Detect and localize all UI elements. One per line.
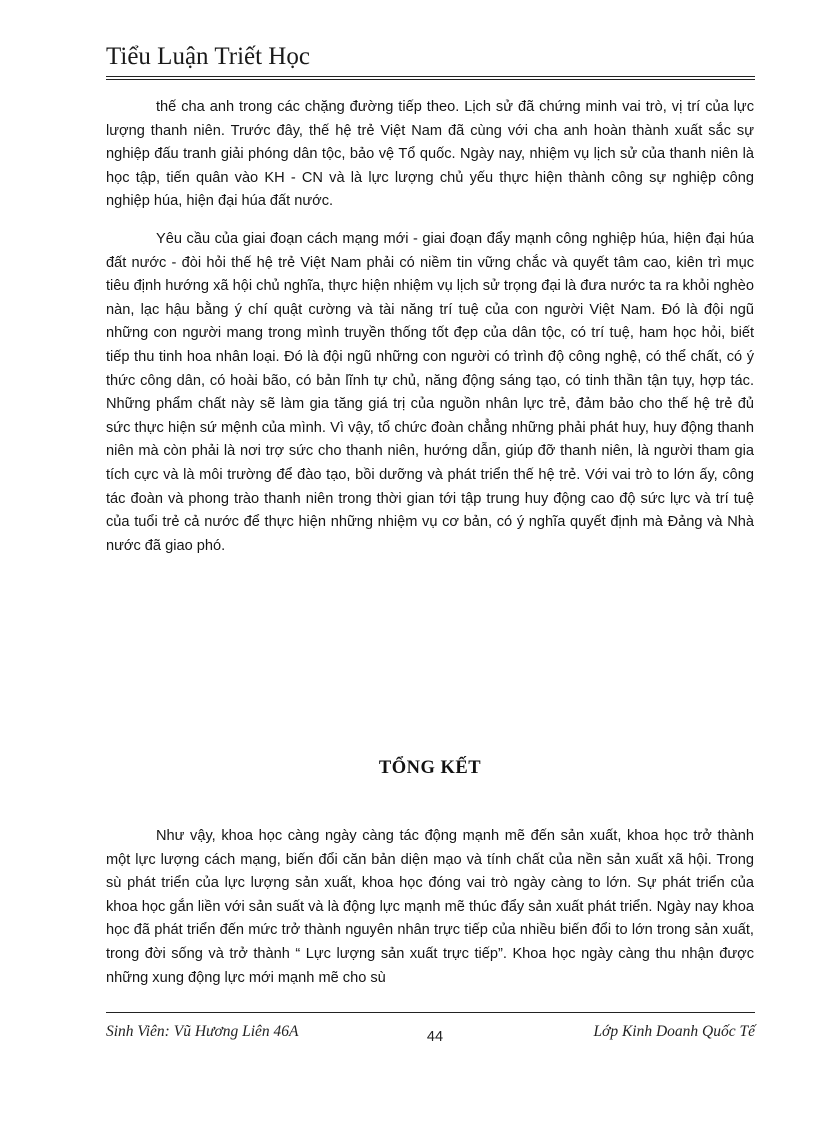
footer-class-name: Lớp Kinh Doanh Quốc Tế: [593, 1023, 755, 1040]
text-block-3: [106, 825, 754, 990]
header-divider-bottom: [106, 79, 755, 80]
text-block-2: [106, 228, 754, 558]
header-divider-top: [106, 76, 755, 77]
page-header-title: Tiểu Luận Triết Học: [106, 43, 310, 70]
section-heading-summary: TỔNG KẾT: [378, 758, 482, 778]
paragraph-youth-history: thế cha anh trong các chặng đường tiếp theo. Lịch sử đã chứng minh vai trò, vị trí của lực lượng thanh niên. Trước đây, thế hệ trẻ Việt Nam đã cùng với cha anh hoàn thành xuất sắc sự nghiệp đấu tranh giải phóng dân tộc, bảo vệ Tổ quốc. Ngày nay, nhiệm vụ lịch sử của thanh niên là học tập, tiến quân vào KH - CN và là lực lượng chủ yếu thực hiện thành công sự nghiệp công nghiệp húa, hiện đại húa đất nước.: [106, 99, 754, 210]
footer-student-name: Sinh Viên: Vũ Hương Liên 46A: [106, 1023, 299, 1040]
footer-divider: [106, 1012, 755, 1013]
paragraph-summary: Như vậy, khoa học càng ngày càng tác động mạnh mẽ đến sản xuất, khoa học trở thành một lực lượng cách mạng, biến đổi căn bản diện mạo và tính chất của nền sản xuất xã hội. Trong sù phát triển của lực lượng sản xuất, khoa học đóng vai trò ngày càng to lớn. Sự phát triển của khoa học gắn liền với sản suất và là động lực mạnh mẽ thúc đẩy sản xuất phát triển. Ngày nay khoa học đã phát triển đến mức trở thành nguyên nhân trực tiếp của nhiều biến đổi to lớn trong sản xuất, trong đời sống và trở thành “ Lực lượng sản xuất trực tiếp”. Khoa học ngày càng thu nhận được những xung động lực mới mạnh mẽ cho sù: [106, 828, 754, 986]
text-block-1: [106, 96, 754, 214]
paragraph-youth-requirements: Yêu cầu của giai đoạn cách mạng mới - giai đoạn đẩy mạnh công nghiệp húa, hiện đại húa đất nước - đòi hỏi thế hệ trẻ Việt Nam phải có niềm tin vững chắc và quyết tâm cao, kiên trì mục tiêu định hướng xã hội chủ nghĩa, thực hiện nhiệm vụ lịch sử trọng đại là đưa nước ta ra khỏi nghèo nàn, lạc hậu bằng ý chí quật cường và tài năng trí tuệ của con người Việt Nam. Đó là đội ngũ những con người mang trong mình truyền thống tốt đẹp của dân tộc, có trí tuệ, ham học hỏi, biết tiếp thu tinh hoa nhân loại. Đó là đội ngũ những con người có trình độ công nghệ, có thể chất, có ý thức công dân, có hoài bão, có bản lĩnh tự chủ, năng động sáng tạo, có tinh thần tận tụy, hợp tác. Những phẩm chất này sẽ làm gia tăng giá trị của nguồn nhân lực trẻ, đảm bảo cho thế hệ trẻ đủ sức thực hiện sứ mệnh của mình. Vì vậy, tổ chức đoàn chẳng những phải phát huy, huy động thanh niên mà còn phải là nơi trợ sức cho thanh niên, hướng dẫn, giúp đỡ thanh niên, là người tham gia tích cực và là môi trường để đào tạo, bồi dưỡng và phát triển thế hệ trẻ. Với vai trò to lớn ấy, công tác đoàn và phong trào thanh niên trong thời gian tới tập trung huy động cao độ sức lực và trí tuệ của tuổi trẻ cả nước để thực hiện những nhiệm vụ cơ bản, có ý nghĩa quyết định mà Đảng và Nhà nước đã giao phó.: [106, 231, 754, 554]
page-number: 44: [426, 1029, 444, 1045]
